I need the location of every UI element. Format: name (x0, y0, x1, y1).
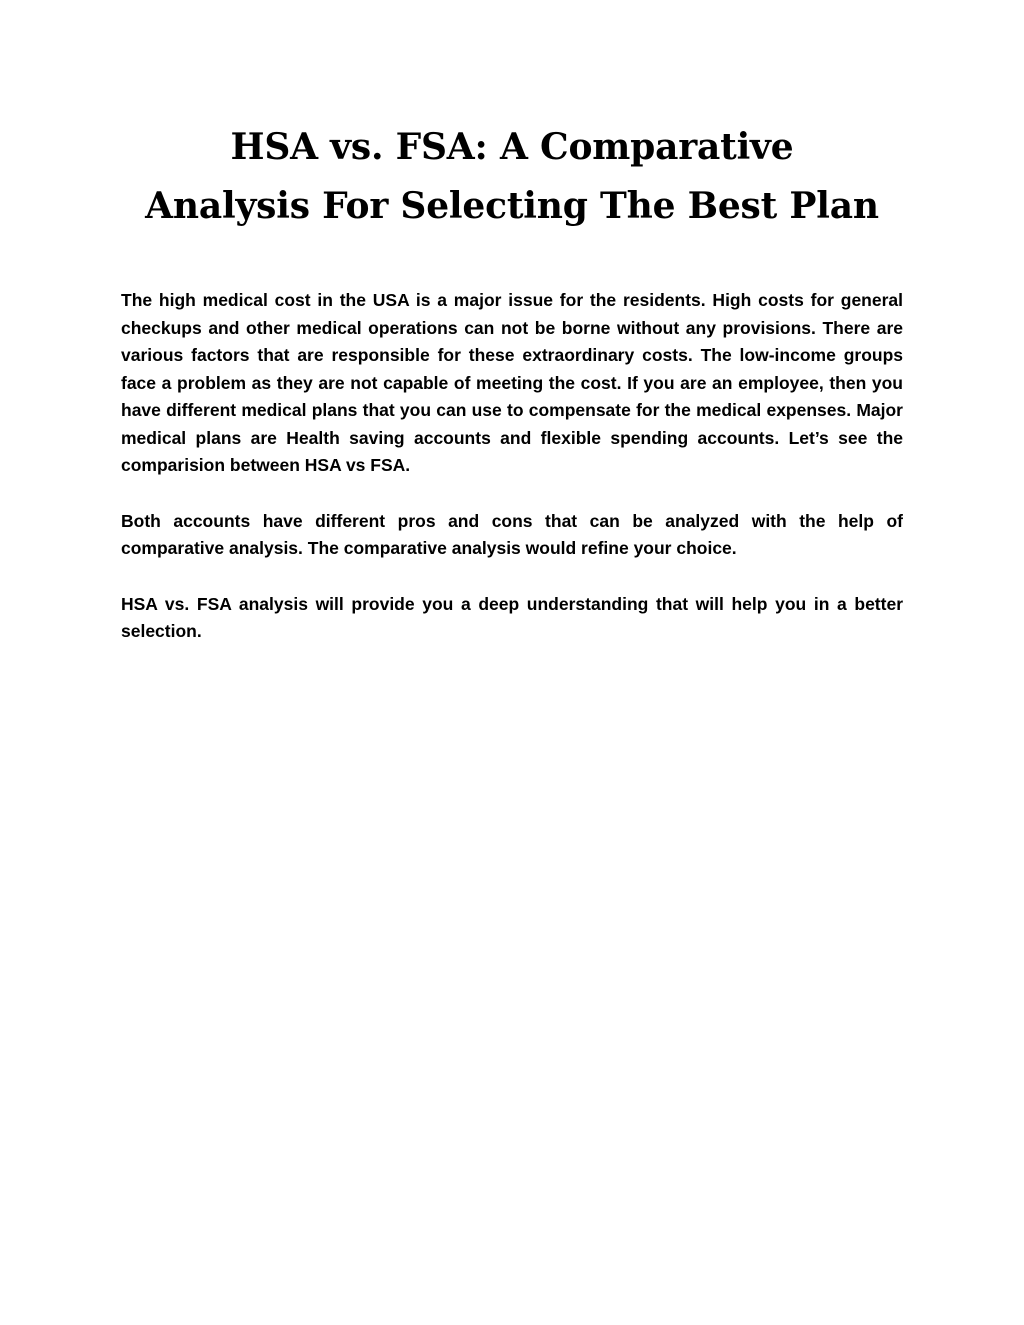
intro-paragraph: The high medical cost in the USA is a major issue for the residents. High costs for general checkups and other medical operations can not be borne without any provisions. There are various factors that are responsible for these extraordinary costs. The low-income groups face a problem as they are not capable of meeting the cost. If you are an employee, then you have different medical plans that you can use to compensate for the medical expenses. Major medical plans are Health saving accounts and flexible spending accounts. Let’s see the comparision between HSA vs FSA. (121, 290, 903, 475)
pros-cons-paragraph: Both accounts have different pros and cons that can be analyzed with the help of comparative analysis. The comparative analysis would refine your choice. (121, 510, 903, 558)
title-line-2: Analysis For Selecting The Best Plan (145, 185, 879, 227)
document-body (121, 287, 903, 674)
page-title (100, 118, 924, 236)
title-line-1: HSA vs. FSA: A Comparative (230, 126, 794, 168)
analysis-paragraph: HSA vs. FSA analysis will provide you a deep understanding that will help you in a better selection. (121, 593, 903, 641)
